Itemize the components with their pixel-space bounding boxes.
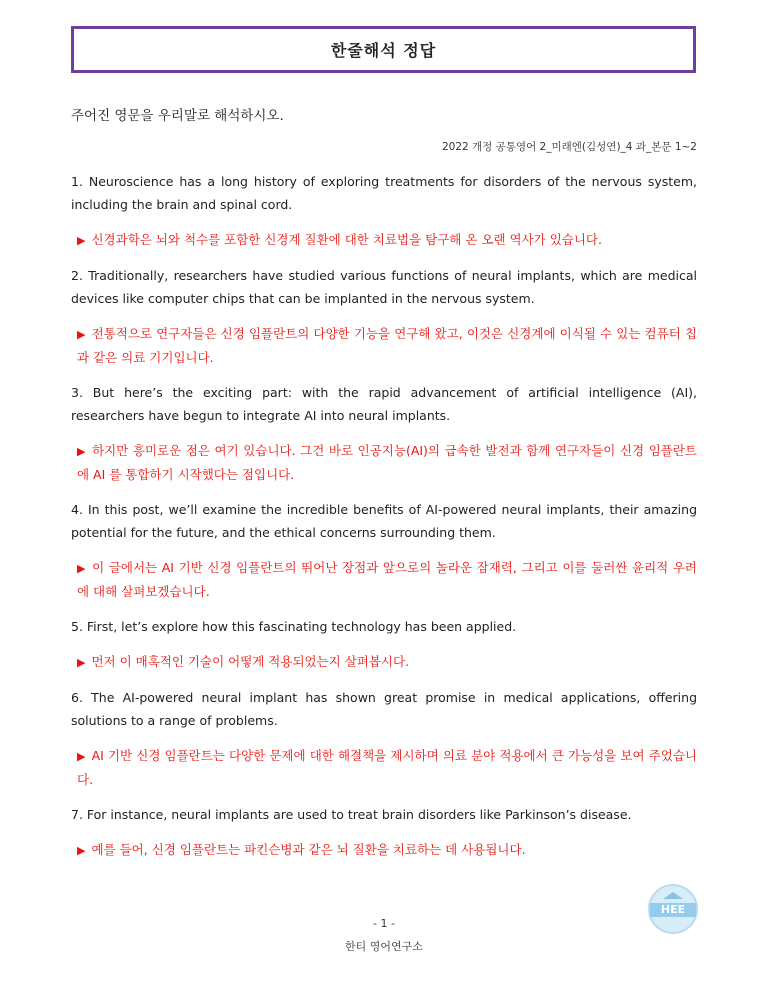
korean-translation-3	[71, 439, 697, 486]
korean-translation-2	[71, 322, 697, 369]
graduation-cap-icon	[663, 892, 683, 899]
translation-text: 먼저 이 매혹적인 기술이 어떻게 적용되었는지 살펴봅시다.	[91, 654, 410, 669]
arrow-icon: ▶	[77, 844, 86, 857]
arrow-icon: ▶	[77, 562, 87, 575]
korean-translation-5	[71, 650, 697, 674]
english-sentence-3: 3. But here’s the exciting part: with the rapid advancement of artificial intelligence (AI), researchers have begun to integrate AI into neural implants.	[71, 385, 697, 423]
translation-text: 이 글에서는 AI 기반 신경 임플란트의 뛰어난 장점과 앞으로의 놀라운 잠재력, 그리고 이를 둘러싼 윤리적 우려에 대해 살펴보겠습니다.	[77, 560, 697, 599]
page-title: 한줄해석 정답	[330, 41, 437, 60]
arrow-icon: ▶	[77, 445, 87, 458]
korean-translation-6	[71, 744, 697, 791]
english-sentence-2: 2. Traditionally, researchers have studied various functions of neural implants, which are medical devices like computer chips that can be implanted in the nervous system.	[71, 268, 697, 306]
footer-institute: 한티 영어연구소	[345, 940, 423, 953]
translation-text: 전통적으로 연구자들은 신경 임플란트의 다양한 기능을 연구해 왔고, 이것은 신경계에 이식될 수 있는 컴퓨터 칩과 같은 의료 기기입니다.	[77, 326, 697, 365]
english-sentence-1: 1. Neuroscience has a long history of exploring treatments for disorders of the nervous system, including the brain and spinal cord.	[71, 174, 697, 212]
korean-translation-7	[71, 838, 697, 862]
english-sentence-5: 5. First, let’s explore how this fascinating technology has been applied.	[71, 619, 517, 634]
english-sentence-6: 6. The AI-powered neural implant has shown great promise in medical applications, offering solutions to a range of problems.	[71, 690, 697, 728]
english-sentence-7: 7. For instance, neural implants are used to treat brain disorders like Parkinson’s disease.	[71, 807, 632, 822]
korean-translation-4	[71, 556, 697, 603]
arrow-icon: ▶	[77, 750, 86, 763]
arrow-icon: ▶	[77, 656, 86, 669]
sentence-list	[71, 170, 697, 874]
translation-text: AI 기반 신경 임플란트는 다양한 문제에 대한 해결책을 제시하며 의료 분야 적용에서 큰 가능성을 보여 주었습니다.	[77, 748, 697, 787]
arrow-icon: ▶	[77, 234, 86, 247]
translation-text: 하지만 흥미로운 점은 여기 있습니다. 그건 바로 인공지능(AI)의 급속한 발전과 함께 연구자들이 신경 임플란트에 AI 를 통합하기 시작했다는 점입니다.	[77, 443, 697, 482]
title-box	[71, 26, 696, 73]
korean-translation-1	[71, 228, 697, 252]
translation-text: 예를 들어, 신경 임플란트는 파킨슨병과 같은 뇌 질환을 치료하는 데 사용됩니다.	[91, 842, 526, 857]
translation-text: 신경과학은 뇌와 척수를 포함한 신경계 질환에 대한 치료법을 탐구해 온 오랜 역사가 있습니다.	[91, 232, 602, 247]
logo-text: HEE	[650, 903, 696, 917]
english-sentence-4: 4. In this post, we’ll examine the incredible benefits of AI-powered neural implants, their amazing potential for the future, and the ethical concerns surrounding them.	[71, 502, 697, 540]
page-number: - 1 -	[373, 917, 395, 930]
source-label: 2022 개정 공통영어 2_미래엔(김성연)_4 과_본문 1~2	[441, 141, 697, 153]
arrow-icon: ▶	[77, 328, 86, 341]
instruction-text: 주어진 영문을 우리말로 해석하시오.	[71, 108, 284, 124]
